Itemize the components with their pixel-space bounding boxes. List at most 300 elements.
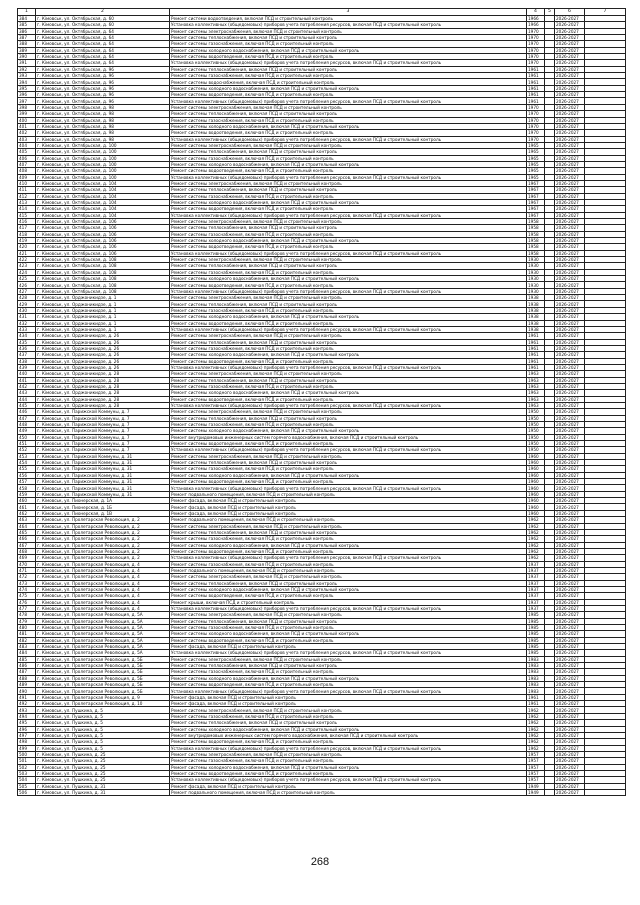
year-cell: 1958 — [527, 250, 545, 256]
row-number-cell: 493 — [18, 707, 36, 713]
year-cell: 1985 — [527, 625, 545, 631]
period-cell: 2026-2027 — [555, 212, 585, 218]
work-type-cell: Ремонт системы электроснабжения, включая ПСД и строительный контроль — [170, 219, 527, 225]
year-cell: 1970 — [527, 60, 545, 66]
work-type-cell: Ремонт системи водоотведения, включая ПСД и строительный контроль — [170, 16, 527, 22]
year-cell: 1938 — [527, 301, 545, 307]
work-type-cell: Ремонт фасада, включая ПСД и строительный контроль — [170, 510, 527, 516]
row-number-cell: 428 — [18, 295, 36, 301]
work-type-cell: Ремонт системы газоснабжения, включая ПСД и строительный контроль — [170, 422, 527, 428]
table-row — [18, 193, 626, 199]
address-cell: г. Кімовськ, ул. Парижской Коммуны, д. 31 — [36, 491, 170, 497]
period-cell: 2026-2027 — [555, 631, 585, 637]
row-number-cell: 388 — [18, 41, 36, 47]
work-type-cell: Ремонт системы электроснабжения, включая ПСД и строительный контроль — [170, 28, 527, 34]
year-cell: 1949 — [527, 789, 545, 795]
row-number-cell: 385 — [18, 22, 36, 28]
address-cell: г. Кімовськ, ул. Орджоникидзе, д. 28 — [36, 383, 170, 389]
year-cell: 1949 — [527, 783, 545, 789]
year-cell: 1961 — [527, 79, 545, 85]
period-cell: 2026-2027 — [555, 567, 585, 573]
address-cell: г. Кімовськ, ул. Пионерская, д. 1Б — [36, 504, 170, 510]
row-number-cell: 463 — [18, 517, 36, 523]
year-cell: 1962 — [527, 529, 545, 535]
row-number-cell: 434 — [18, 333, 36, 339]
address-cell: г. Кімовськ, ул. Орджоникидзе, д. 26 — [36, 352, 170, 358]
year-cell: 1960 — [527, 453, 545, 459]
work-type-cell: Ремонт системы холодного водоснабжения, включая ПСД и строительный контроль — [170, 472, 527, 478]
work-type-cell: Ремонт крыши, включая ПСД и строительный контроль — [170, 599, 527, 605]
address-cell: г. Кімовськ, ул. Орджоникидзе, д. 1 — [36, 295, 170, 301]
col-header-6: 6 — [555, 9, 585, 16]
work-type-cell: Ремонт системы теплоснабжения, включая ПСД и строительный контроль — [170, 149, 527, 155]
work-type-cell: Ремонт системы водоотведения, включая ПСД и строительный контроль — [170, 282, 527, 288]
period-cell: 2026-2027 — [555, 47, 585, 53]
row-number-cell: 462 — [18, 510, 36, 516]
row-number-cell: 393 — [18, 73, 36, 79]
table-row — [18, 282, 626, 288]
row-number-cell: 506 — [18, 789, 36, 795]
year-cell: 1967 — [527, 212, 545, 218]
col-header-5: 5 — [545, 9, 555, 16]
table-row — [18, 631, 626, 637]
year-cell: 1958 — [527, 244, 545, 250]
work-type-cell: Ремонт системы водоотведения, включая ПСД и строительный контроль — [170, 739, 527, 745]
period-cell: 2026-2027 — [555, 777, 585, 783]
year-cell: 1961 — [527, 73, 545, 79]
address-cell: г. Кімовськ, ул. Орджоникидзе, д. 1 — [36, 326, 170, 332]
row-number-cell: 474 — [18, 586, 36, 592]
row-number-cell: 435 — [18, 339, 36, 345]
work-type-cell: Ремонт системы газоснабжения, включая ПСД и строительный контроль — [170, 713, 527, 719]
address-cell: г. Кімовськ, ул. Октябрьская, д. 96 — [36, 98, 170, 104]
table-row — [18, 269, 626, 275]
year-cell: 1961 — [527, 345, 545, 351]
address-cell: г. Кімовськ, ул. Октябрьская, д. 64 — [36, 54, 170, 60]
row-number-cell: 464 — [18, 523, 36, 529]
address-cell: г. Кімовськ, ул. Пролетарская Революция, д. 10 — [36, 701, 170, 707]
year-cell: 1962 — [527, 517, 545, 523]
address-cell: г. Кімовськ, ул. Октябрьская, д. 60 — [36, 16, 170, 22]
year-cell: 1938 — [527, 295, 545, 301]
work-type-cell: Ремонт системы газоснабжения, включая ПСД и строительный контроль — [170, 345, 527, 351]
table-row — [18, 548, 626, 554]
work-type-cell: Ремонт системы водоотведения, включая ПСД и строительный контроль — [170, 396, 527, 402]
period-cell: 2026-2027 — [555, 529, 585, 535]
work-type-cell: Ремонт системы газоснабжения, включая ПСД и строительный контроль — [170, 41, 527, 47]
period-cell: 2026-2027 — [555, 434, 585, 440]
row-number-cell: 472 — [18, 574, 36, 580]
work-type-cell: Ремонт системы холодного водоснабжения, включая ПСД и строительный контроль — [170, 199, 527, 205]
row-number-cell: 410 — [18, 180, 36, 186]
table-row — [18, 174, 626, 180]
period-cell: 2026-2027 — [555, 536, 585, 542]
address-cell: г. Кімовськ, ул. Орджоникидзе, д. 1 — [36, 314, 170, 320]
period-cell: 2026-2027 — [555, 586, 585, 592]
table-row — [18, 485, 626, 491]
work-type-cell: Ремонт системы водоотведения, включая ПСД и строительный контроль — [170, 358, 527, 364]
period-cell: 2026-2027 — [555, 130, 585, 136]
work-type-cell: Ремонт фасада, включая ПСД и строительный контроль — [170, 504, 527, 510]
address-cell: г. Кімовськ, ул. Октябрьская, д. 108 — [36, 263, 170, 269]
period-cell: 2026-2027 — [555, 390, 585, 396]
period-cell: 2026-2027 — [555, 244, 585, 250]
row-number-cell: 413 — [18, 199, 36, 205]
address-cell: г. Кімовськ, ул. Октябрьская, д. 98 — [36, 130, 170, 136]
work-type-cell: Ремонт системы газоснабжения, включая ПСД и строительный контроль — [170, 307, 527, 313]
work-type-cell: Установка коллективных (общедомовых) приборов учета потребления ресурсов, включая ПСД и строительный контроль — [170, 605, 527, 611]
row-number-cell: 470 — [18, 561, 36, 567]
table-row — [18, 371, 626, 377]
address-cell: г. Кімовськ, ул. Октябрьская, д. 100 — [36, 149, 170, 155]
period-cell: 2026-2027 — [555, 345, 585, 351]
year-cell: 1962 — [527, 707, 545, 713]
row-number-cell: 425 — [18, 276, 36, 282]
address-cell: г. Кімовськ, ул. Пролетарская Революция, д. 2 — [36, 536, 170, 542]
table-row — [18, 244, 626, 250]
table-row — [18, 326, 626, 332]
address-cell: г. Кімовськ, ул. Пролетарская Революция, д. 4 — [36, 599, 170, 605]
period-cell: 2026-2027 — [555, 548, 585, 554]
table-row — [18, 288, 626, 294]
table-row — [18, 479, 626, 485]
address-cell: г. Кімовськ, ул. Орджоникидзе, д. 1 — [36, 320, 170, 326]
work-type-cell: Установка коллективных (общедомовых) приборов учета потребления ресурсов, включая ПСД и строительный контроль — [170, 250, 527, 256]
row-number-cell: 411 — [18, 187, 36, 193]
year-cell: 1937 — [527, 574, 545, 580]
address-cell: г. Кімовськ, ул. Парижской Коммуны, д. 7 — [36, 434, 170, 440]
period-cell: 2026-2027 — [555, 732, 585, 738]
table-row — [18, 320, 626, 326]
table-row — [18, 85, 626, 91]
row-number-cell: 431 — [18, 314, 36, 320]
period-cell: 2026-2027 — [555, 396, 585, 402]
table-row — [18, 593, 626, 599]
row-number-cell: 390 — [18, 54, 36, 60]
row-number-cell: 445 — [18, 402, 36, 408]
year-cell: 1957 — [527, 758, 545, 764]
row-number-cell: 492 — [18, 701, 36, 707]
row-number-cell: 496 — [18, 726, 36, 732]
table-row — [18, 396, 626, 402]
work-type-cell: Ремонт системы холодного водоснабжения, включая ПСД и строительный контроль — [170, 161, 527, 167]
year-cell: 1962 — [527, 536, 545, 542]
address-cell: г. Кімовськ, ул. Октябрьская, д. 96 — [36, 85, 170, 91]
work-type-cell: Ремонт системы водоотведения, включая ПСД и строительный контроль — [170, 682, 527, 688]
work-type-cell: Установка коллективных (общедомовых) приборов учета потребления ресурсов, включая ПСД и строительный контроль — [170, 288, 527, 294]
row-number-cell: 505 — [18, 783, 36, 789]
period-cell: 2026-2027 — [555, 663, 585, 669]
work-type-cell: Ремонт системы газоснабжения, включая ПСД и строительный контроль — [170, 155, 527, 161]
period-cell: 2026-2027 — [555, 104, 585, 110]
period-cell: 2026-2027 — [555, 580, 585, 586]
work-type-cell: Ремонт системы теплоснабжения, включая ПСД и строительный контроль — [170, 377, 527, 383]
row-number-cell: 488 — [18, 675, 36, 681]
address-cell: г. Кімовськ, ул. Парижской Коммуны, д. 31 — [36, 479, 170, 485]
address-cell: г. Кімовськ, ул. Пролетарская Революция, д. 4 — [36, 561, 170, 567]
period-cell: 2026-2027 — [555, 320, 585, 326]
row-number-cell: 456 — [18, 472, 36, 478]
year-cell: 1970 — [527, 117, 545, 123]
address-cell: г. Кімовськ, ул. Орджоникидзе, д. 26 — [36, 358, 170, 364]
table-row — [18, 637, 626, 643]
year-cell: 1970 — [527, 41, 545, 47]
year-cell: 1938 — [527, 326, 545, 332]
period-cell: 2026-2027 — [555, 326, 585, 332]
year-cell: 1950 — [527, 415, 545, 421]
work-type-cell: Установка коллективных (общедомовых) приборов учета потребления ресурсов, включая ПСД и строительный контроль — [170, 745, 527, 751]
year-cell: 1963 — [527, 390, 545, 396]
table-row — [18, 98, 626, 104]
address-cell: г. Кімовськ, ул. Пушкина, д. 25 — [36, 770, 170, 776]
row-number-cell: 449 — [18, 428, 36, 434]
year-cell: 1961 — [527, 364, 545, 370]
work-type-cell: Установка коллективных (общедомовых) приборов учета потребления ресурсов, включая ПСД и строительный контроль — [170, 98, 527, 104]
year-cell: 1970 — [527, 111, 545, 117]
year-cell: 1983 — [527, 675, 545, 681]
period-cell: 2026-2027 — [555, 295, 585, 301]
period-cell: 2026-2027 — [555, 770, 585, 776]
period-cell: 2026-2027 — [555, 161, 585, 167]
address-cell: г. Кімовськ, ул. Пушкина, д. 5 — [36, 720, 170, 726]
address-cell: г. Кімовськ, ул. Орджоникидзе, д. 28 — [36, 377, 170, 383]
table-row — [18, 225, 626, 231]
row-number-cell: 424 — [18, 269, 36, 275]
work-type-cell: Ремонт системы теплоснабжения, включая ПСД и строительный контроль — [170, 35, 527, 41]
period-cell: 2026-2027 — [555, 35, 585, 41]
table-row — [18, 402, 626, 408]
row-number-cell: 448 — [18, 422, 36, 428]
year-cell: 1970 — [527, 104, 545, 110]
work-type-cell: Ремонт системы холодного водоснабжения, включая ПСД и строительный контроль — [170, 428, 527, 434]
table-row — [18, 789, 626, 795]
work-type-cell: Ремонт системы электроснабжения, включая ПСД и строительный контроль — [170, 180, 527, 186]
address-cell: г. Кімовськ, ул. Пушкина, д. 5 — [36, 713, 170, 719]
address-cell: г. Кімовськ, ул. Октябрьская, д. 96 — [36, 79, 170, 85]
period-cell: 2026-2027 — [555, 142, 585, 148]
period-cell: 2026-2027 — [555, 333, 585, 339]
row-number-cell: 402 — [18, 130, 36, 136]
address-cell: г. Кімовськ, ул. Октябрьская, д. 64 — [36, 47, 170, 53]
table-row — [18, 517, 626, 523]
work-type-cell: Установка коллективных (общедомовых) приборов учета потребления ресурсов, включая ПСД и строительный контроль — [170, 60, 527, 66]
year-cell: 1937 — [527, 561, 545, 567]
row-number-cell: 480 — [18, 625, 36, 631]
row-number-cell: 418 — [18, 231, 36, 237]
year-cell: 1930 — [527, 282, 545, 288]
row-number-cell: 414 — [18, 206, 36, 212]
work-type-cell: Установка коллективных (общедомовых) приборов учета потребления ресурсов, включая ПСД и строительный контроль — [170, 174, 527, 180]
year-cell: 1950 — [527, 434, 545, 440]
work-type-cell: Ремонт фасада, включая ПСД и строительный контроль — [170, 644, 527, 650]
address-cell: г. Кімовськ, ул. Октябрьская, д. 96 — [36, 73, 170, 79]
row-number-cell: 405 — [18, 149, 36, 155]
work-type-cell: Ремонт системы газоснабжения, включая ПСД и строительный контроль — [170, 383, 527, 389]
row-number-cell: 419 — [18, 238, 36, 244]
address-cell: г. Кімовськ, ул. Пушкина, д. 5 — [36, 739, 170, 745]
row-number-cell: 396 — [18, 92, 36, 98]
address-cell: г. Кімовськ, ул. Пролетарская Революция, д. 2 — [36, 523, 170, 529]
work-type-cell: Ремонт системы газоснабжения, включая ПСД и строительный контроль — [170, 466, 527, 472]
period-cell: 2026-2027 — [555, 117, 585, 123]
year-cell: 1985 — [527, 644, 545, 650]
table-row — [18, 536, 626, 542]
work-type-cell: Ремонт системы электроснабжения, включая ПСД и строительный контроль — [170, 523, 527, 529]
table-row — [18, 187, 626, 193]
address-cell: г. Кімовськ, ул. Пушкина, д. 5 — [36, 732, 170, 738]
row-number-cell: 501 — [18, 758, 36, 764]
work-type-cell: Ремонт системы водоотведения, включая ПСД и строительный контроль — [170, 770, 527, 776]
table-row — [18, 529, 626, 535]
year-cell: 1938 — [527, 314, 545, 320]
address-cell: г. Кімовськ, ул. Пушкина, д. 5 — [36, 707, 170, 713]
row-number-cell: 397 — [18, 98, 36, 104]
row-number-cell: 404 — [18, 142, 36, 148]
work-type-cell: Ремонт системы холодного водоснабжения, включая ПСД и строительный контроль — [170, 85, 527, 91]
table-row — [18, 142, 626, 148]
period-cell: 2026-2027 — [555, 339, 585, 345]
work-type-cell: Установка коллективных (общедомовых) приборов учета потребления ресурсов, включая ПСД и строительный контроль — [170, 22, 527, 28]
work-type-cell: Ремонт системы теплоснабжения, включая ПСД и строительный контроль — [170, 580, 527, 586]
year-cell: 1970 — [527, 47, 545, 53]
work-type-cell: Ремонт системы водоотведения, включая ПСД и строительный контроль — [170, 54, 527, 60]
table-row — [18, 542, 626, 548]
work-type-cell: Ремонт системы электроснабжения, включая ПСД и строительный контроль — [170, 453, 527, 459]
address-cell: г. Кімовськ, ул. Октябрьская, д. 104 — [36, 187, 170, 193]
period-cell: 2026-2027 — [555, 85, 585, 91]
row-number-cell: 504 — [18, 777, 36, 783]
period-cell: 2026-2027 — [555, 415, 585, 421]
work-type-cell: Ремонт системы холодного водоснабжения, включая ПСД и строительный контроль — [170, 390, 527, 396]
period-cell: 2026-2027 — [555, 605, 585, 611]
period-cell: 2026-2027 — [555, 574, 585, 580]
year-cell: 1983 — [527, 682, 545, 688]
table-row — [18, 104, 626, 110]
table-row — [18, 415, 626, 421]
table-row — [18, 656, 626, 662]
year-cell: 1963 — [527, 371, 545, 377]
address-cell: г. Кімовськ, ул. Парижской Коммуны, д. 31 — [36, 453, 170, 459]
empty-cell — [545, 789, 555, 795]
work-type-cell: Ремонт системы газоснабжения, включая ПСД и строительный контроль — [170, 561, 527, 567]
year-cell: 1970 — [527, 123, 545, 129]
period-cell: 2026-2027 — [555, 358, 585, 364]
table-row — [18, 605, 626, 611]
table-row — [18, 625, 626, 631]
year-cell: 1957 — [527, 770, 545, 776]
year-cell: 1983 — [527, 688, 545, 694]
period-cell: 2026-2027 — [555, 402, 585, 408]
address-cell: г. Кімовськ, ул. Пролетарская Революция, д. 4 — [36, 574, 170, 580]
row-number-cell: 453 — [18, 453, 36, 459]
period-cell: 2026-2027 — [555, 523, 585, 529]
year-cell: 1985 — [527, 637, 545, 643]
work-type-cell: Ремонт системы теплоснабжения, включая ПСД и строительный контроль — [170, 187, 527, 193]
row-number-cell: 427 — [18, 288, 36, 294]
period-cell: 2026-2027 — [555, 79, 585, 85]
year-cell: 1966 — [527, 22, 545, 28]
address-cell: г. Кімовськ, ул. Орджоникидзе, д. 1 — [36, 307, 170, 313]
table-row — [18, 339, 626, 345]
work-type-cell: Ремонт системы электроснабжения, включая ПСД и строительный контроль — [170, 333, 527, 339]
address-cell: г. Кімовськ, ул. Октябрьская, д. 64 — [36, 28, 170, 34]
row-number-cell: 395 — [18, 85, 36, 91]
address-cell: г. Кімовськ, ул. Октябрьская, д. 108 — [36, 288, 170, 294]
period-cell: 2026-2027 — [555, 789, 585, 795]
row-number-cell: 416 — [18, 219, 36, 225]
table-row — [18, 555, 626, 561]
address-cell: г. Кімовськ, ул. Пролетарская Революция, д. 5А — [36, 637, 170, 643]
row-number-cell: 417 — [18, 225, 36, 231]
year-cell: 1962 — [527, 555, 545, 561]
table-row — [18, 257, 626, 263]
row-number-cell: 481 — [18, 631, 36, 637]
address-cell: г. Кімовськ, ул. Пролетарская Революция, д. 9 — [36, 694, 170, 700]
year-cell: 1960 — [527, 460, 545, 466]
address-cell: г. Кімовськ, ул. Октябрьская, д. 64 — [36, 35, 170, 41]
period-cell: 2026-2027 — [555, 257, 585, 263]
row-number-cell: 421 — [18, 250, 36, 256]
row-number-cell: 403 — [18, 136, 36, 142]
period-cell: 2026-2027 — [555, 460, 585, 466]
table-row — [18, 409, 626, 415]
period-cell: 2026-2027 — [555, 174, 585, 180]
year-cell: 1985 — [527, 631, 545, 637]
row-number-cell: 436 — [18, 345, 36, 351]
year-cell: 1967 — [527, 199, 545, 205]
row-number-cell: 429 — [18, 301, 36, 307]
row-number-cell: 447 — [18, 415, 36, 421]
row-number-cell: 441 — [18, 377, 36, 383]
year-cell: 1957 — [527, 777, 545, 783]
address-cell: г. Кімовськ, ул. Орджоникидзе, д. 28 — [36, 402, 170, 408]
table-row — [18, 491, 626, 497]
year-cell: 1962 — [527, 739, 545, 745]
period-cell: 2026-2027 — [555, 472, 585, 478]
year-cell: 1962 — [527, 726, 545, 732]
table-row — [18, 66, 626, 72]
period-cell: 2026-2027 — [555, 720, 585, 726]
work-type-cell: Ремонт системы водоотведения, включая ПСД и строительный контроль — [170, 548, 527, 554]
col-header-2: 2 — [36, 9, 170, 16]
work-type-cell: Ремонт системы электроснабжения, включая ПСД и строительный контроль — [170, 104, 527, 110]
address-cell: г. Кімовськ, ул. Октябрьская, д. 98 — [36, 123, 170, 129]
year-cell: 1958 — [527, 225, 545, 231]
address-cell: г. Кімовськ, ул. Орджоникидзе, д. 1 — [36, 301, 170, 307]
table-row — [18, 466, 626, 472]
period-cell: 2026-2027 — [555, 599, 585, 605]
year-cell: 1963 — [527, 396, 545, 402]
year-cell: 1960 — [527, 485, 545, 491]
table-row — [18, 22, 626, 28]
work-type-cell: Ремонт системы холодного водоснабжения, включая ПСД и строительный контроль — [170, 352, 527, 358]
work-type-cell: Ремонт системы газоснабжения, включая ПСД и строительный контроль — [170, 269, 527, 275]
table-row — [18, 250, 626, 256]
address-cell: г. Кімовськ, ул. Пролетарская Революция, д. 5Б — [36, 675, 170, 681]
row-number-cell: 389 — [18, 47, 36, 53]
table-row — [18, 180, 626, 186]
row-number-cell: 446 — [18, 409, 36, 415]
table-row — [18, 453, 626, 459]
year-cell: 1958 — [527, 219, 545, 225]
address-cell: г. Кімовськ, ул. Пушкина, д. 25 — [36, 777, 170, 783]
work-type-cell: Ремонт системы теплоснабжения, включая ПСД и строительный контроль — [170, 301, 527, 307]
work-type-cell: Ремонт системы теплоснабжения, включая ПСД и строительный контроль — [170, 460, 527, 466]
year-cell: 1937 — [527, 599, 545, 605]
row-number-cell: 475 — [18, 593, 36, 599]
year-cell: 1967 — [527, 180, 545, 186]
work-type-cell: Ремонт системы теплоснабжения, включая ПСД и строительный контроль — [170, 415, 527, 421]
